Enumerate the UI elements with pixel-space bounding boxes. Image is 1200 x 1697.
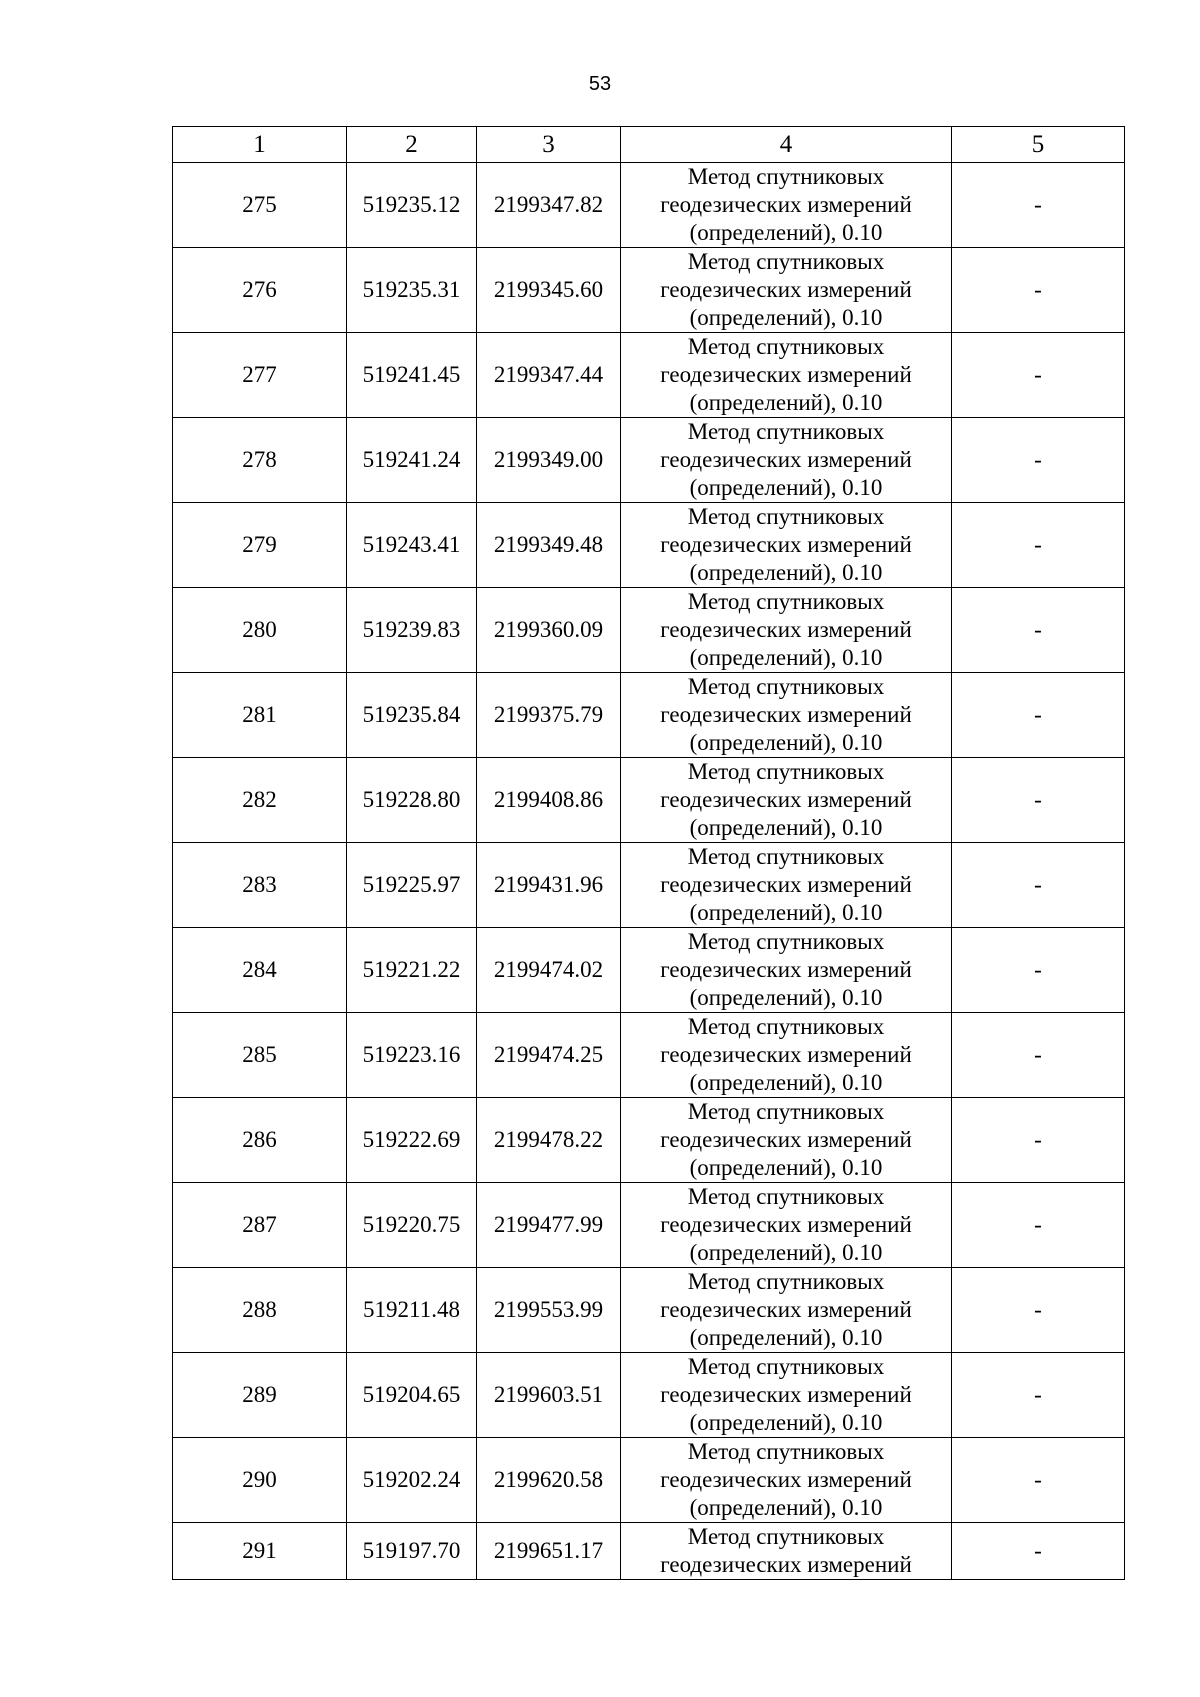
header-row	[173, 127, 1125, 163]
method-text: Метод спутниковых геодезических измерений (определений), 0.10	[660, 674, 912, 755]
table-row	[173, 1098, 1125, 1183]
point-number-cell: 279	[173, 503, 347, 588]
note-cell: -	[952, 1098, 1125, 1183]
y-coordinate-cell: 2199474.25	[477, 1013, 621, 1098]
point-number-cell: 291	[173, 1523, 347, 1580]
point-number-cell: 277	[173, 333, 347, 418]
table-row	[173, 248, 1125, 333]
method-text: Метод спутниковых геодезических измерений (определений), 0.10	[660, 759, 912, 840]
method-text: Метод спутниковых геодезических измерений (определений), 0.10	[660, 504, 912, 585]
method-cell	[621, 163, 952, 248]
table-body	[173, 163, 1125, 1580]
method-cell	[621, 1183, 952, 1268]
note-cell: -	[952, 843, 1125, 928]
note-cell: -	[952, 163, 1125, 248]
method-cell	[621, 1353, 952, 1438]
method-text: Метод спутниковых геодезических измерений	[660, 1524, 912, 1577]
method-cell	[621, 248, 952, 333]
method-text: Метод спутниковых геодезических измерений (определений), 0.10	[660, 419, 912, 500]
x-coordinate-cell: 519241.45	[347, 333, 477, 418]
y-coordinate-cell: 2199345.60	[477, 248, 621, 333]
x-coordinate-cell: 519235.12	[347, 163, 477, 248]
y-coordinate-cell: 2199408.86	[477, 758, 621, 843]
method-cell	[621, 1438, 952, 1523]
note-cell: -	[952, 1183, 1125, 1268]
point-number-cell: 283	[173, 843, 347, 928]
x-coordinate-cell: 519204.65	[347, 1353, 477, 1438]
note-cell: -	[952, 418, 1125, 503]
point-number-cell: 290	[173, 1438, 347, 1523]
method-text: Метод спутниковых геодезических измерений (определений), 0.10	[660, 1014, 912, 1095]
header-cell-2: 2	[347, 127, 477, 163]
method-cell	[621, 418, 952, 503]
table-row	[173, 588, 1125, 673]
note-cell: -	[952, 1353, 1125, 1438]
point-number-cell: 280	[173, 588, 347, 673]
y-coordinate-cell: 2199477.99	[477, 1183, 621, 1268]
method-text: Метод спутниковых геодезических измерений (определений), 0.10	[660, 589, 912, 670]
method-cell	[621, 1268, 952, 1353]
table-row	[173, 503, 1125, 588]
note-cell: -	[952, 503, 1125, 588]
table-header	[173, 127, 1125, 163]
x-coordinate-cell: 519235.31	[347, 248, 477, 333]
table-row	[173, 418, 1125, 503]
table-row	[173, 843, 1125, 928]
note-cell: -	[952, 248, 1125, 333]
x-coordinate-cell: 519239.83	[347, 588, 477, 673]
y-coordinate-cell: 2199603.51	[477, 1353, 621, 1438]
y-coordinate-cell: 2199349.48	[477, 503, 621, 588]
method-cell	[621, 758, 952, 843]
header-cell-3: 3	[477, 127, 621, 163]
y-coordinate-cell: 2199478.22	[477, 1098, 621, 1183]
table-row	[173, 673, 1125, 758]
table-row	[173, 333, 1125, 418]
x-coordinate-cell: 519235.84	[347, 673, 477, 758]
point-number-cell: 288	[173, 1268, 347, 1353]
table-row	[173, 1013, 1125, 1098]
table-row	[173, 1438, 1125, 1523]
point-number-cell: 284	[173, 928, 347, 1013]
table-row	[173, 1183, 1125, 1268]
y-coordinate-cell: 2199431.96	[477, 843, 621, 928]
point-number-cell: 281	[173, 673, 347, 758]
y-coordinate-cell: 2199349.00	[477, 418, 621, 503]
method-text: Метод спутниковых геодезических измерений (определений), 0.10	[660, 334, 912, 415]
note-cell: -	[952, 673, 1125, 758]
point-number-cell: 289	[173, 1353, 347, 1438]
point-number-cell: 276	[173, 248, 347, 333]
y-coordinate-cell: 2199375.79	[477, 673, 621, 758]
method-text: Метод спутниковых геодезических измерений (определений), 0.10	[660, 1354, 912, 1435]
table-row	[173, 758, 1125, 843]
table-row	[173, 1353, 1125, 1438]
y-coordinate-cell: 2199651.17	[477, 1523, 621, 1580]
method-cell	[621, 333, 952, 418]
point-number-cell: 285	[173, 1013, 347, 1098]
method-text: Метод спутниковых геодезических измерений (определений), 0.10	[660, 249, 912, 330]
y-coordinate-cell: 2199474.02	[477, 928, 621, 1013]
x-coordinate-cell: 519221.22	[347, 928, 477, 1013]
method-cell	[621, 1523, 952, 1580]
point-number-cell: 286	[173, 1098, 347, 1183]
method-text: Метод спутниковых геодезических измерений (определений), 0.10	[660, 1269, 912, 1350]
y-coordinate-cell: 2199620.58	[477, 1438, 621, 1523]
method-cell	[621, 1098, 952, 1183]
table-row	[173, 1523, 1125, 1580]
method-cell	[621, 1013, 952, 1098]
method-text: Метод спутниковых геодезических измерений (определений), 0.10	[660, 1184, 912, 1265]
x-coordinate-cell: 519228.80	[347, 758, 477, 843]
y-coordinate-cell: 2199347.44	[477, 333, 621, 418]
x-coordinate-cell: 519223.16	[347, 1013, 477, 1098]
y-coordinate-cell: 2199347.82	[477, 163, 621, 248]
table-row	[173, 1268, 1125, 1353]
note-cell: -	[952, 1523, 1125, 1580]
x-coordinate-cell: 519241.24	[347, 418, 477, 503]
point-number-cell: 287	[173, 1183, 347, 1268]
header-cell-4: 4	[621, 127, 952, 163]
header-cell-5: 5	[952, 127, 1125, 163]
method-text: Метод спутниковых геодезических измерений (определений), 0.10	[660, 844, 912, 925]
x-coordinate-cell: 519225.97	[347, 843, 477, 928]
note-cell: -	[952, 928, 1125, 1013]
point-number-cell: 278	[173, 418, 347, 503]
x-coordinate-cell: 519197.70	[347, 1523, 477, 1580]
point-number-cell: 275	[173, 163, 347, 248]
method-cell	[621, 588, 952, 673]
x-coordinate-cell: 519202.24	[347, 1438, 477, 1523]
x-coordinate-cell: 519220.75	[347, 1183, 477, 1268]
method-text: Метод спутниковых геодезических измерений (определений), 0.10	[660, 164, 912, 245]
note-cell: -	[952, 333, 1125, 418]
x-coordinate-cell: 519211.48	[347, 1268, 477, 1353]
note-cell: -	[952, 1438, 1125, 1523]
note-cell: -	[952, 588, 1125, 673]
table-row	[173, 163, 1125, 248]
x-coordinate-cell: 519222.69	[347, 1098, 477, 1183]
note-cell: -	[952, 1268, 1125, 1353]
method-cell	[621, 503, 952, 588]
x-coordinate-cell: 519243.41	[347, 503, 477, 588]
method-text: Метод спутниковых геодезических измерений (определений), 0.10	[660, 929, 912, 1010]
coordinates-table	[172, 126, 1125, 1580]
method-cell	[621, 843, 952, 928]
y-coordinate-cell: 2199360.09	[477, 588, 621, 673]
point-number-cell: 282	[173, 758, 347, 843]
note-cell: -	[952, 1013, 1125, 1098]
y-coordinate-cell: 2199553.99	[477, 1268, 621, 1353]
page-number: 53	[588, 73, 612, 95]
method-cell	[621, 928, 952, 1013]
note-cell: -	[952, 758, 1125, 843]
table-row	[173, 928, 1125, 1013]
method-text: Метод спутниковых геодезических измерений (определений), 0.10	[660, 1099, 912, 1180]
method-cell	[621, 673, 952, 758]
method-text: Метод спутниковых геодезических измерений (определений), 0.10	[660, 1439, 912, 1520]
header-cell-1: 1	[173, 127, 347, 163]
